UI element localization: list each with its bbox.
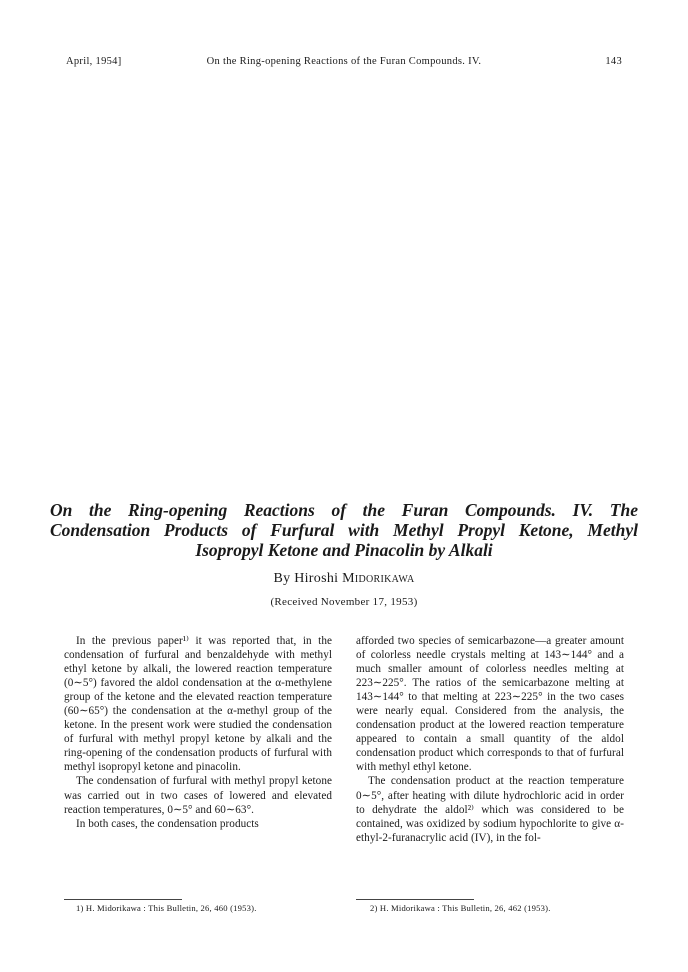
footnote-1: 1) H. Midorikawa : This Bulletin, 26, 460 (1953).	[76, 903, 257, 913]
paragraph: In both cases, the condensation products	[76, 817, 259, 830]
right-column	[356, 634, 624, 845]
article-title-line-2: Condensation Products of Furfural with Methyl Propyl Ketone, Methyl	[50, 520, 638, 540]
footnote-rule	[64, 899, 182, 900]
paragraph: afforded two species of semicarbazone—a greater amount of colorless needle crystals melting at 143∼144° and a much smaller amount of colorless needles melting at 223∼225°. The ratios of the semicarbazone melting at 143∼144° to that melting at 223∼225° in the two cases were nearly equal. Considered from the analysis, the condensation product at the lowered reaction temperature appeared to contain a small quantity of the aldol condensation product which corresponds to that of furfural with methyl ethyl ketone.	[356, 635, 624, 774]
author-line	[50, 571, 638, 587]
paragraph: In the previous paper¹⁾ it was reported that, in the condensation of furfural and benzaldehyde with methyl ethyl ketone by alkali, the lowered reaction temperature (0∼5°) favored the aldol condensation at the α-methylene group of the ketone and the elevated reaction temperature (60∼65°) the condensation at the α-methyl group of the ketone. In the present work were studied the condensation of furfural with methyl propyl ketone by alkali and the ring-opening of the condensation products of furfural with methyl isopropyl ketone and pinacolin.	[64, 635, 332, 774]
footnote-2: 2) H. Midorikawa : This Bulletin, 26, 462 (1953).	[370, 903, 551, 913]
left-column	[64, 634, 332, 831]
paragraph: The condensation of furfural with methyl propyl ketone was carried out in two cases of lowered and elevated reaction temperatures, 0∼5° and 60∼63°.	[64, 775, 332, 816]
footnote-rule	[356, 899, 474, 900]
received-date: (Received November 17, 1953)	[270, 596, 418, 608]
article-title-block	[50, 500, 638, 608]
journal-date: April, 1954]	[66, 56, 122, 67]
page-number: 143	[605, 56, 622, 67]
running-header	[66, 56, 622, 70]
article-title-line-1: On the Ring-opening Reactions of the Furan Compounds. IV. The	[50, 500, 638, 520]
paragraph: The condensation product at the reaction temperature 0∼5°, after heating with dilute hydrochloric acid in order to dehydrate the aldol²⁾ which was considered to be contained, was oxidized by sodium hypochlorite to give α-ethyl-2-furanacrylic acid (IV), in the fol-	[356, 775, 624, 844]
article-title-line-3: Isopropyl Ketone and Pinacolin by Alkali	[195, 540, 493, 560]
running-title: On the Ring-opening Reactions of the Furan Compounds. IV.	[206, 56, 482, 67]
author-prefix: By Hiroshi	[273, 571, 343, 586]
author-surname: Midorikawa	[342, 571, 415, 586]
